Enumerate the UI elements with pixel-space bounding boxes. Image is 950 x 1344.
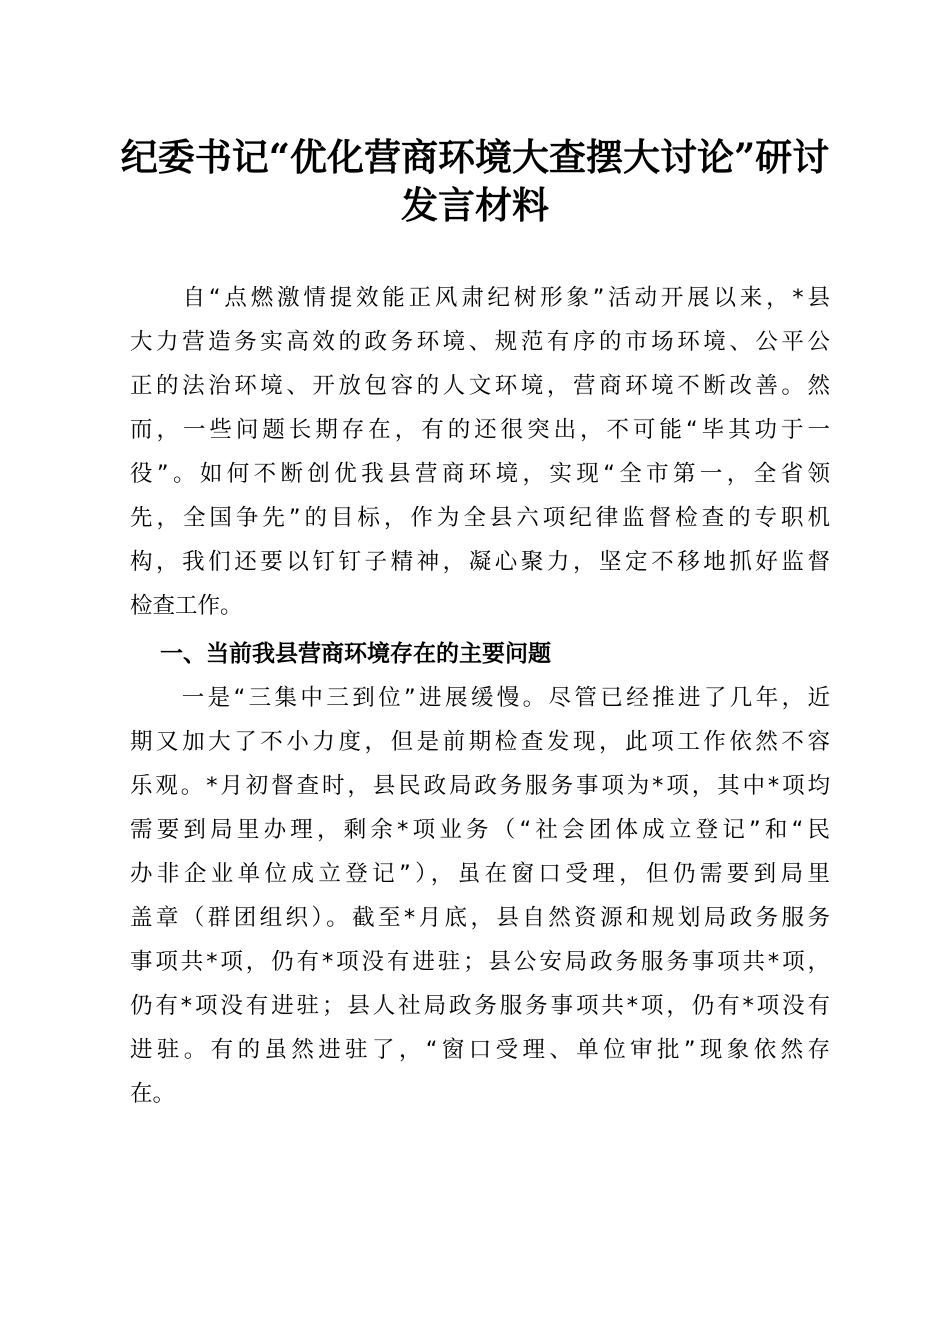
paragraph-line: 乐观。*月初督查时，县民政局政务服务事项为*项，其中*项均: [130, 773, 830, 799]
paragraph-line: 事项共*项，仍有*项没有进驻；县公安局政务服务事项共*项，: [130, 949, 830, 975]
paragraph-line: 进驻。有的虽然进驻了，“窗口受理、单位审批”现象依然存: [130, 1037, 830, 1063]
paragraph-line: 大力营造务实高效的政务环境、规范有序的市场环境、公平公: [130, 329, 830, 355]
paragraph-line: 一是“三集中三到位”进展缓慢。尽管已经推进了几年，近: [130, 685, 830, 711]
paragraph-line: 办非企业单位成立登记”），虽在窗口受理，但仍需要到局里: [130, 861, 830, 887]
document-title-line-1: 纪委书记“优化营商环境大查摆大讨论”研讨: [120, 135, 830, 179]
paragraph-line: 役”。如何不断创优我县营商环境，实现“全市第一，全省领: [130, 461, 830, 487]
paragraph-line: 在。: [130, 1081, 176, 1107]
paragraph-line: 先，全国争先”的目标，作为全县六项纪律监督检查的专职机: [130, 505, 830, 531]
paragraph-line: 自“点燃激情提效能正风肃纪树形象”活动开展以来，*县: [130, 285, 830, 311]
problem-paragraph: [130, 676, 830, 1116]
paragraph-line: 期又加大了不小力度，但是前期检查发现，此项工作依然不容: [130, 729, 830, 755]
intro-paragraph: [130, 276, 830, 628]
paragraph-line: 而，一些问题长期存在，有的还很突出，不可能“毕其功于一: [130, 417, 830, 443]
paragraph-line: 仍有*项没有进驻；县人社局政务服务事项共*项，仍有*项没有: [130, 993, 830, 1019]
paragraph-line: 构，我们还要以钉钉子精神，凝心聚力，坚定不移地抓好监督: [130, 549, 830, 575]
section-heading: 一、当前我县营商环境存在的主要问题: [160, 641, 551, 667]
paragraph-line: 盖章（群团组织）。截至*月底，县自然资源和规划局政务服务: [130, 905, 830, 931]
paragraph-line: 检查工作。: [130, 593, 243, 619]
paragraph-line: 正的法治环境、开放包容的人文环境，营商环境不断改善。然: [130, 373, 830, 399]
document-title-line-2: 发言材料: [401, 183, 549, 227]
paragraph-line: 需要到局里办理，剩余*项业务（“社会团体成立登记”和“民: [130, 817, 830, 843]
